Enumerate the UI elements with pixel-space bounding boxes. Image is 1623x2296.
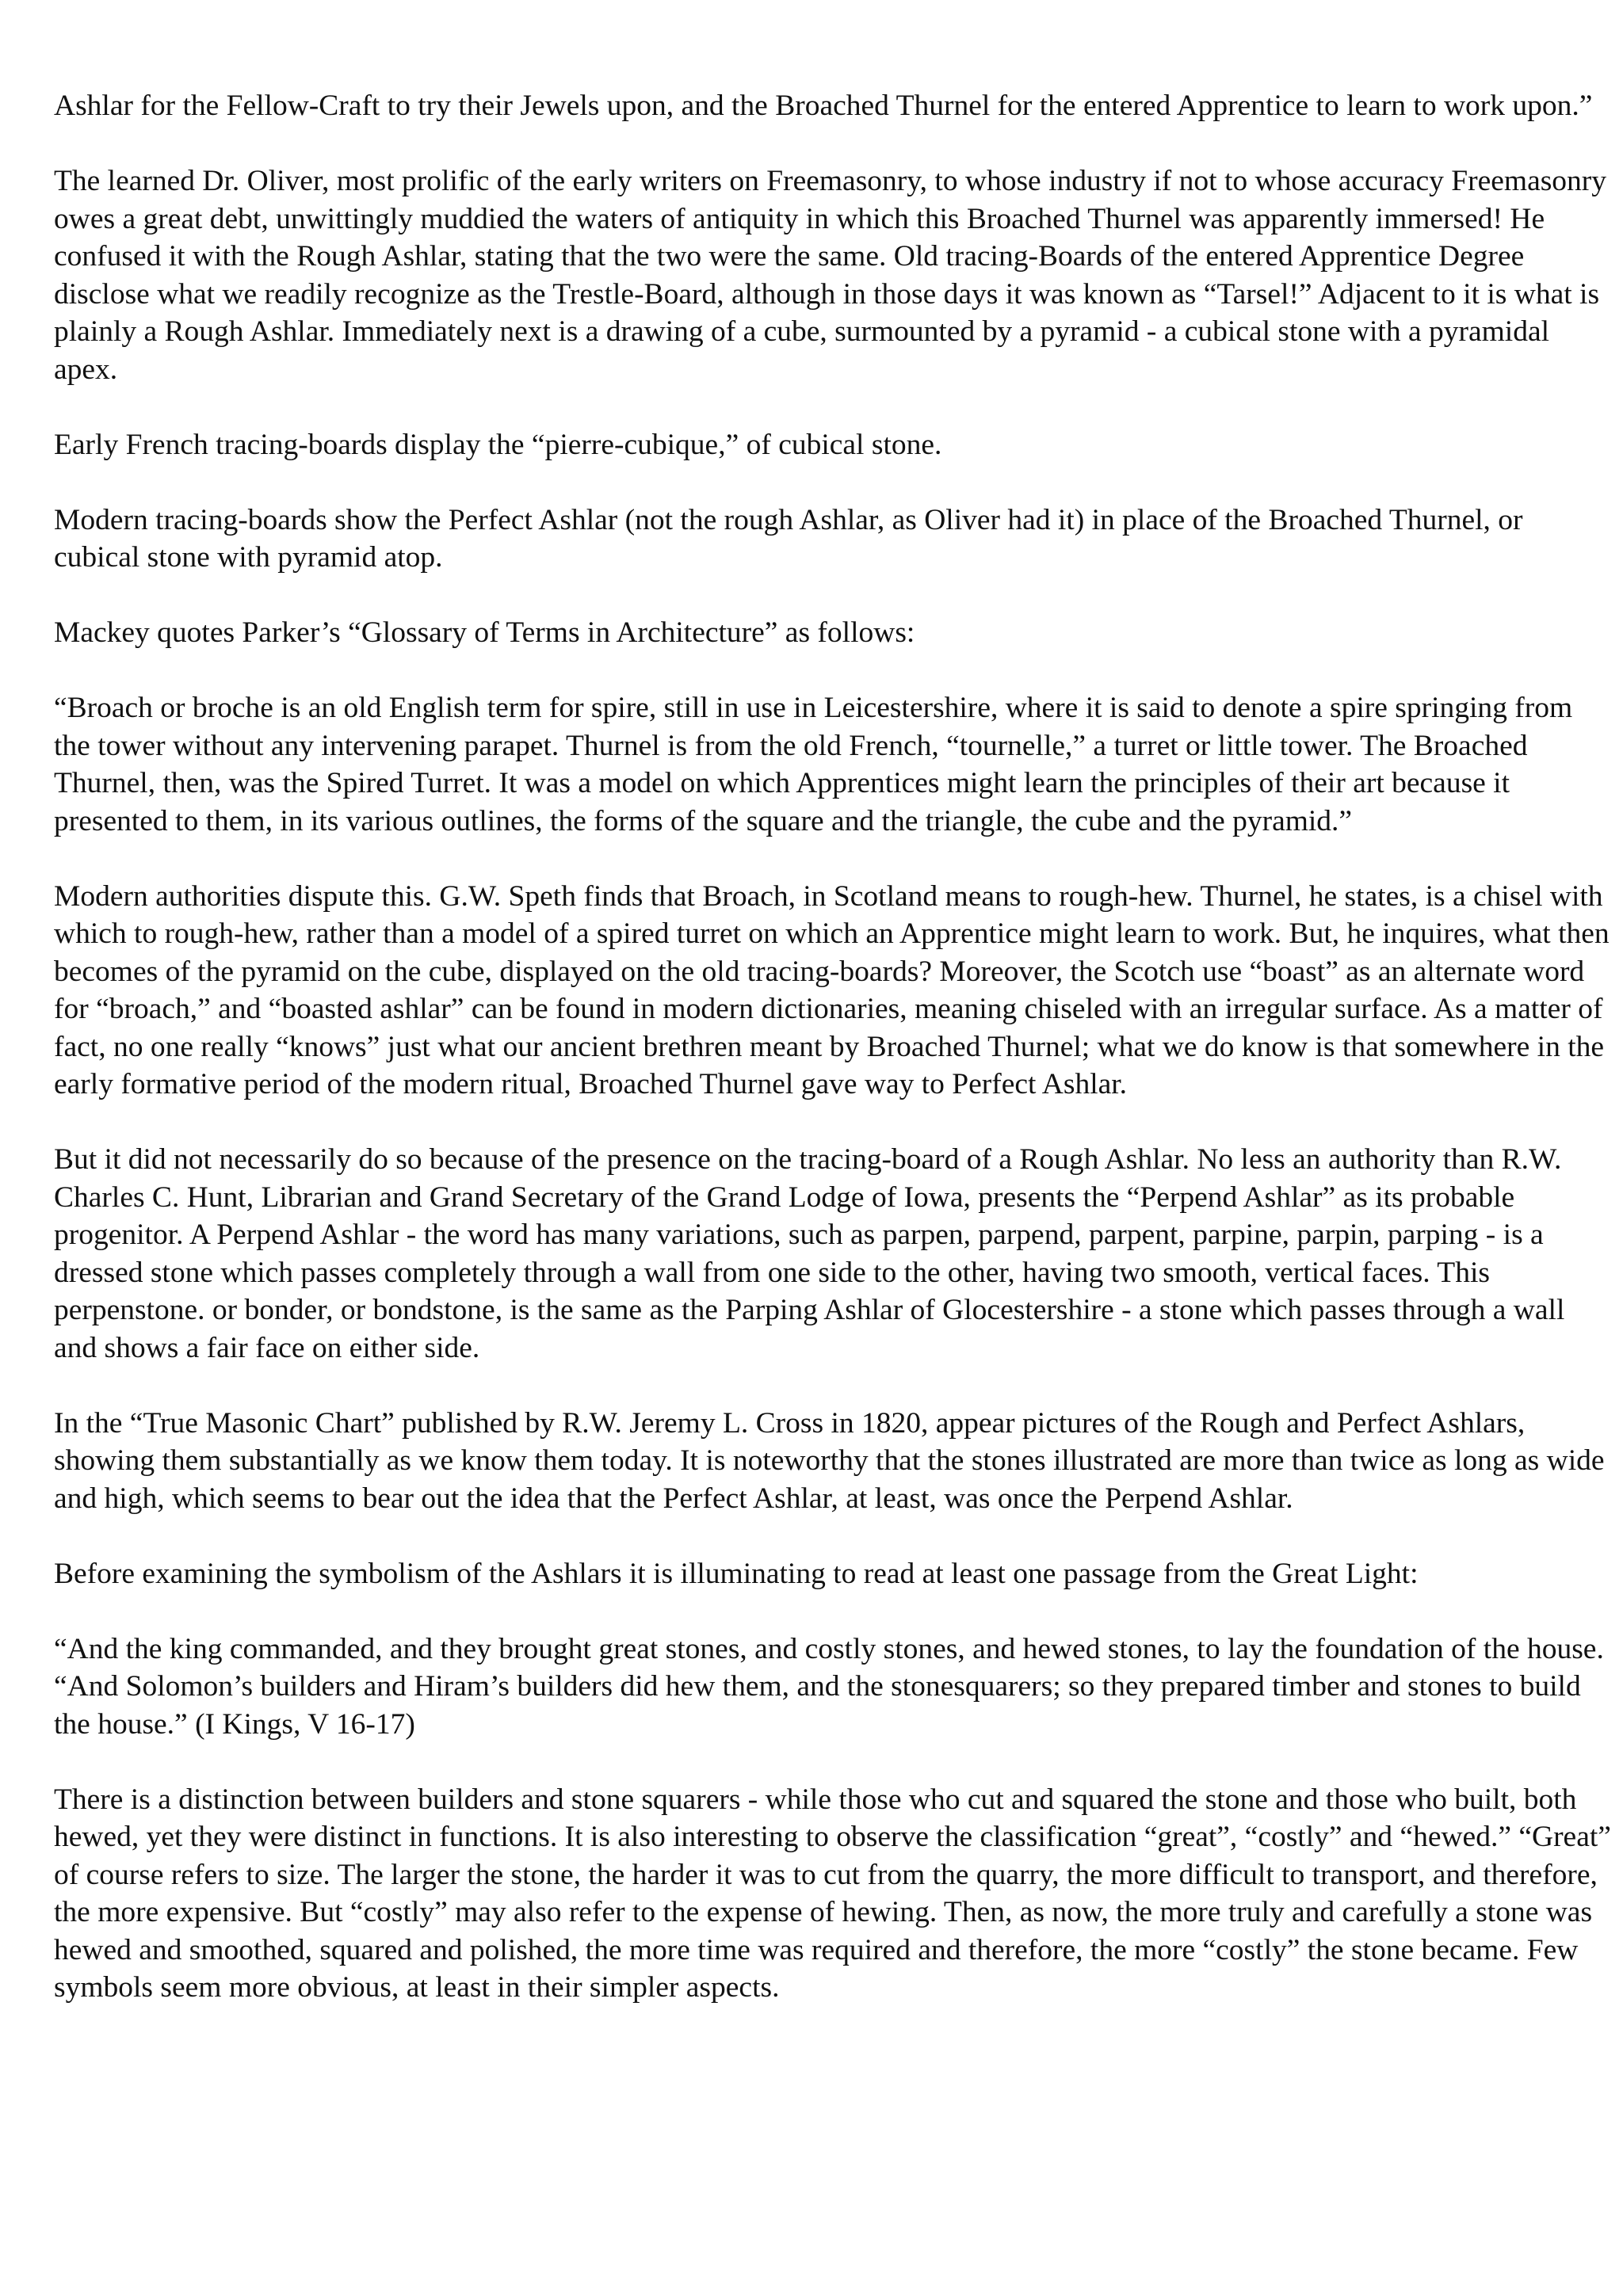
paragraph-builders-distinction: There is a distinction between builders and stone squarers - while those who cut and squared the stone and those who built, both hewed, yet they were distinct in functions. It is also interesting to observe the classification “great”, “costly” and “hewed.” “Great” of course refers to size. The larger the stone, the harder it was to cut from the quarry, the more difficult to transport, and therefore, the more expensive. But “costly” may also refer to the expense of hewing. Then, as now, the more truly and carefully a stone was hewed and smoothed, squared and polished, the more time was required and therefore, the more “costly” the stone became. Few symbols seem more obvious, at least in their simpler aspects. (54, 1783, 1611, 2004)
paragraph-perpend-ashlar: But it did not necessarily do so because of the presence on the tracing-board of a Rough Ashlar. No less an authority than R.W. Charles C. Hunt, Librarian and Grand Secretary of the Grand Lodge of Iowa, presents the “Perpend Ashlar” as its probable progenitor. A Perpend Ashlar - the word has many variations, such as parpen, parpend, parpent, parpine, parpin, parping - is a dressed stone which passes completely through a wall from one side to the other, having two smooth, vertical faces. This perpenstone. or bonder, or bondstone, is the same as the Parping Ashlar of Glocestershire - a stone which passes through a wall and shows a fair face on either side. (54, 1143, 1565, 1364)
paragraph-french-tracing-boards: Early French tracing-boards display the “pierre-cubique,” of cubical stone. (54, 428, 942, 461)
paragraph-modern-authorities: Modern authorities dispute this. G.W. Speth finds that Broach, in Scotland means to rough-hew. Thurnel, he states, is a chisel with which to rough-hew, rather than a model of a spired turret on which an Apprentice might learn to work. But, he inquires, what then becomes of the pyramid on the cube, displayed on the old tracing-boards? Moreover, the Scotch use “boast” as an alternate word for “broach,” and “boasted ashlar” can be found in modern dictionaries, meaning chiseled with an irregular surface. As a matter of fact, no one really “knows” just what our ancient brethren meant by Broached Thurnel; what we do know is that somewhere in the early formative period of the modern ritual, Broached Thurnel gave way to Perfect Ashlar. (54, 879, 1610, 1100)
paragraph-kings-quote: “And the king commanded, and they brought great stones, and costly stones, and hewed stones, to lay the foundation of the house. “And Solomon’s builders and Hiram’s builders did hew them, and the stonesquarers; so they prepared timber and stones to build the house.” (I Kings, V 16-17) (54, 1632, 1604, 1741)
paragraph-great-light-intro: Before examining the symbolism of the Ashlars it is illuminating to read at least one passage from the Great Light: (54, 1557, 1419, 1590)
paragraph-true-masonic-chart: In the “True Masonic Chart” published by R.W. Jeremy L. Cross in 1820, appear pictures of the Rough and Perfect Ashlars, showing them substantially as we know them today. It is noteworthy that the stones illustrated are more than twice as long as wide and high, which seems to bear out the idea that the Perfect Ashlar, at least, was once the Perpend Ashlar. (54, 1406, 1605, 1515)
paragraph-continuation: Ashlar for the Fellow-Craft to try their Jewels upon, and the Broached Thurnel for the entered Apprentice to learn to work upon.” (54, 90, 1593, 122)
paragraph-broach-definition-quote: “Broach or broche is an old English term for spire, still in use in Leicestershire, where it is said to denote a spire springing from the tower without any intervening parapet. Thurnel is from the old French, “tournelle,” a turret or little tower. The Broached Thurnel, then, was the Spired Turret. It was a model on which Apprentices might learn the principles of their art because it presented to them, in its various outlines, the forms of the square and the triangle, the cube and the pyramid.” (54, 692, 1573, 837)
document-page (54, 87, 1613, 2044)
paragraph-modern-tracing-boards: Modern tracing-boards show the Perfect Ashlar (not the rough Ashlar, as Oliver had it) in place of the Broached Thurnel, or cubical stone with pyramid atop. (54, 503, 1523, 574)
paragraph-mackey-quote-intro: Mackey quotes Parker’s “Glossary of Terms in Architecture” as follows: (54, 616, 915, 649)
paragraph-dr-oliver: The learned Dr. Oliver, most prolific of the early writers on Freemasonry, to whose industry if not to whose accuracy Freemasonry owes a great debt, unwittingly muddied the waters of antiquity in which this Broached Thurnel was apparently immersed! He confused it with the Rough Ashlar, stating that the two were the same. Old tracing-Boards of the entered Apprentice Degree disclose what we readily recognize as the Trestle-Board, although in those days it was known as “Tarsel!” Adjacent to it is what is plainly a Rough Ashlar. Immediately next is a drawing of a cube, surmounted by a pyramid - a cubical stone with a pyramidal apex. (54, 165, 1607, 386)
